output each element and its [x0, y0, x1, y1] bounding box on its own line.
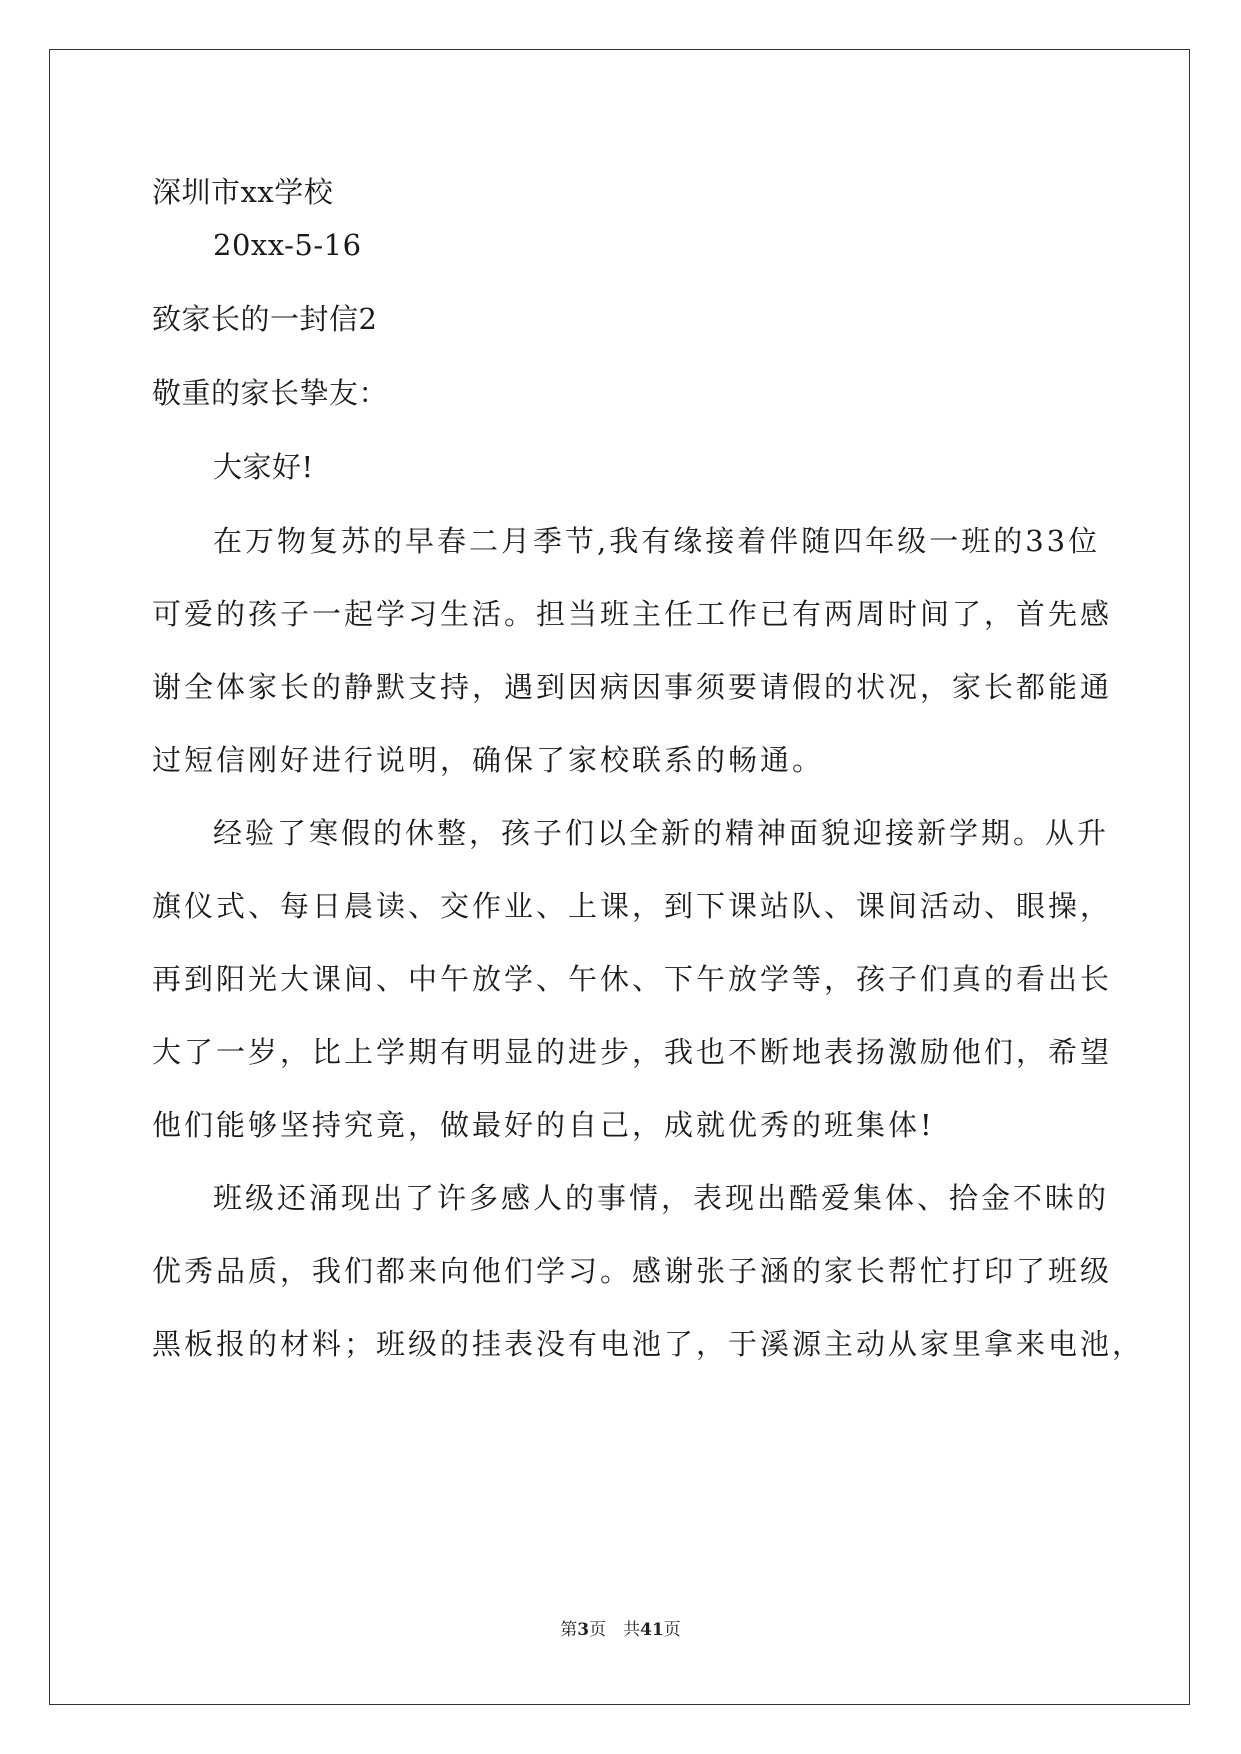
paragraph-3-line-3: 黑板报的材料；班级的挂表没有电池了，于溪源主动从家里拿来电池，: [152, 1327, 1145, 1361]
footer-total-pages: 41: [640, 1620, 664, 1640]
school-line: 深圳市xx学校: [152, 175, 334, 209]
page-footer: [0, 1618, 1241, 1642]
footer-page-number: 3: [577, 1620, 590, 1640]
salutation: 敬重的家长挚友：: [152, 376, 389, 410]
paragraph-2-line-1: 经验了寒假的休整，孩子们以全新的精神面貌迎接新学期。从升: [213, 816, 1110, 850]
paragraph-3-line-2: 优秀品质，我们都来向他们学习。感谢张子涵的家长帮忙打印了班级: [152, 1254, 1113, 1288]
footer-mid: 页 共: [589, 1620, 641, 1640]
paragraph-2-line-4: 大了一岁，比上学期有明显的进步，我也不断地表扬激励他们，希望: [152, 1035, 1113, 1069]
footer-prefix: 第: [560, 1620, 578, 1640]
paragraph-1-line-2: 可爱的孩子一起学习生活。担当班主任工作已有两周时间了，首先感: [152, 597, 1113, 631]
paragraph-1-line-4: 过短信刚好进行说明，确保了家校联系的畅通。: [152, 743, 825, 777]
paragraph-2-line-2: 旗仪式、每日晨读、交作业、上课，到下课站队、课间活动、眼操，: [152, 889, 1113, 923]
paragraph-3-line-1: 班级还涌现出了许多感人的事情，表现出酷爱集体、拾金不昧的: [213, 1181, 1110, 1215]
paragraph-2-line-3: 再到阳光大课间、中午放学、午休、下午放学等，孩子们真的看出长: [152, 962, 1113, 996]
greeting: 大家好!: [213, 450, 314, 484]
paragraph-2-line-5: 他们能够坚持究竟，做最好的自己，成就优秀的班集体!: [152, 1108, 935, 1142]
footer-suffix: 页: [663, 1620, 681, 1640]
paragraph-1-line-3: 谢全体家长的静默支持，遇到因病因事须要请假的状况，家长都能通: [152, 670, 1113, 704]
letter-title: 致家长的一封信2: [152, 302, 378, 336]
page-border: [49, 49, 1190, 1705]
date-line: 20xx-5-16: [213, 228, 362, 262]
paragraph-1-line-1: 在万物复苏的早春二月季节,我有缘接着伴随四年级一班的33位: [213, 524, 1101, 558]
